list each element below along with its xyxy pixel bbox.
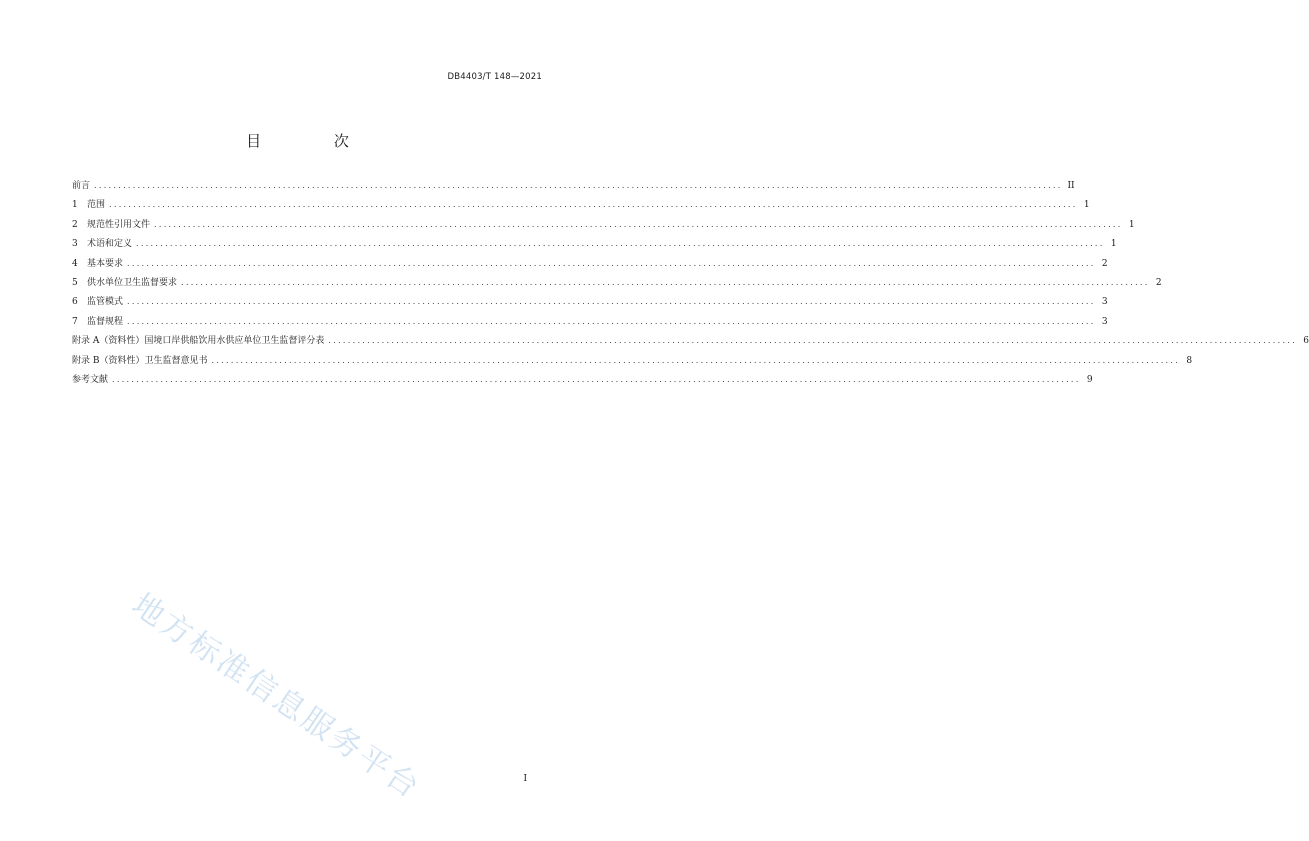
toc-entry-number: 4 [72, 258, 78, 269]
toc-entry-number: 5 [72, 277, 78, 288]
toc-entry-title: 规范性引用文件 [87, 219, 151, 230]
toc-annex-label: 附录 A（资料性） [72, 336, 145, 347]
watermark: 地方标准信息服务平台 [125, 586, 428, 807]
standard-number: DB4403/T 148—2021 [447, 72, 542, 82]
toc-page-number: II [1067, 181, 1075, 191]
toc-entry[interactable] [72, 197, 1090, 216]
toc-entry[interactable] [72, 314, 1108, 333]
toc-entry-title: 监管模式 [87, 297, 124, 308]
toc-page-number: 9 [1086, 374, 1093, 385]
page-title: 目 次 [246, 132, 383, 150]
toc-entry-number: 7 [72, 316, 78, 327]
toc-entry-title: 前言 [72, 181, 91, 191]
toc-entry-title: 卫生监督意见书 [144, 355, 208, 366]
toc-entry[interactable] [72, 217, 1135, 236]
toc-entry-title: 监督规程 [87, 316, 124, 327]
toc-leader-dots: ........................................................................................................................................................................................................ [136, 239, 1105, 249]
toc-leader-dots: ........................................................................................................................................................................................................ [94, 181, 1063, 190]
toc-leader-dots: ........................................................................................................................................................................................................ [328, 336, 1297, 346]
toc-entry[interactable] [72, 178, 1075, 197]
toc-entry[interactable] [72, 333, 1309, 352]
toc-entry-title: 范围 [87, 200, 106, 211]
toc-page-number: 3 [1101, 297, 1108, 308]
toc-entry-title: 参考文献 [72, 374, 109, 385]
toc-page-number: 1 [1110, 239, 1117, 250]
toc-page-number: 1 [1128, 219, 1135, 230]
toc-entry[interactable] [72, 256, 1108, 275]
toc-page-number: 8 [1186, 355, 1193, 366]
toc-leader-dots: ........................................................................................................................................................................................................ [127, 316, 1096, 326]
toc-entry-title: 供水单位卫生监督要求 [87, 277, 178, 288]
page-footer-number: I [523, 774, 527, 784]
toc-entry-title: 术语和定义 [87, 239, 133, 250]
toc-leader-dots: ........................................................................................................................................................................................................ [154, 219, 1123, 229]
toc-entry[interactable] [72, 372, 1093, 391]
toc-entry-number: 6 [72, 297, 78, 308]
toc-entry[interactable] [72, 353, 1193, 372]
toc-entry[interactable] [72, 275, 1162, 294]
toc-leader-dots: ........................................................................................................................................................................................................ [211, 355, 1181, 365]
toc-annex-label: 附录 B（资料性） [72, 355, 145, 366]
toc-page-number: 2 [1101, 258, 1108, 269]
toc-entry-number: 3 [72, 239, 78, 250]
toc-entry[interactable] [72, 294, 1108, 313]
toc-leader-dots: ........................................................................................................................................................................................................ [109, 200, 1078, 210]
toc-leader-dots: ........................................................................................................................................................................................................ [127, 258, 1096, 268]
toc-entry[interactable] [72, 236, 1117, 255]
table-of-contents [72, 178, 1309, 391]
toc-leader-dots: ........................................................................................................................................................................................................ [127, 297, 1096, 307]
toc-entry-number: 2 [72, 219, 78, 230]
toc-leader-dots: ........................................................................................................................................................................................................ [181, 277, 1150, 287]
toc-page-number: 2 [1155, 277, 1162, 288]
toc-entry-title: 基本要求 [87, 258, 124, 269]
toc-page-number: 6 [1303, 336, 1309, 347]
toc-page-number: 3 [1101, 316, 1108, 327]
toc-entry-title: 国境口岸供船饮用水供应单位卫生监督评分表 [144, 336, 325, 347]
toc-leader-dots: ........................................................................................................................................................................................................ [112, 374, 1081, 384]
toc-entry-number: 1 [72, 200, 78, 211]
toc-page-number: 1 [1083, 200, 1090, 211]
